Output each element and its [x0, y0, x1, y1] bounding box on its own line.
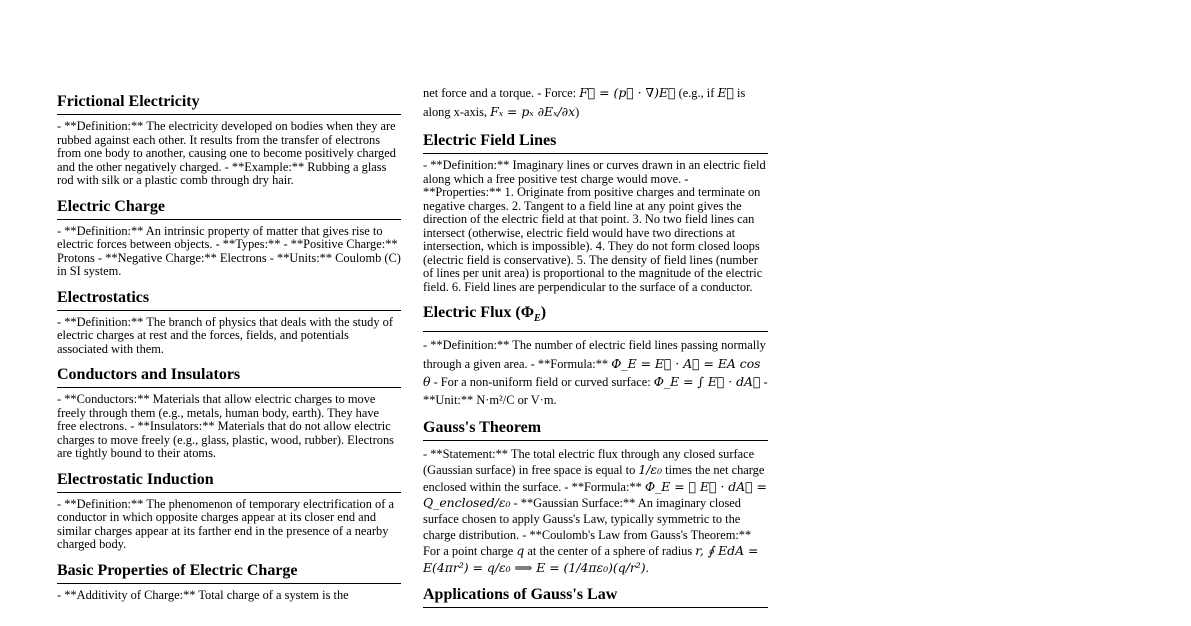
section-electrostatics: [57, 288, 401, 357]
section-title: Conductors and Insulators: [57, 365, 401, 388]
formula: Fₓ = pₓ ∂Eₓ/∂x: [490, 103, 576, 119]
section-title: Electrostatics: [57, 288, 401, 311]
section-gauss-theorem: [423, 418, 768, 576]
formula: E⃗: [717, 85, 734, 100]
section-body: - **Definition:** The phenomenon of temporary electrification of a conductor in which opposite charges appear at its closer end and similar charges appear at its farther end in the presence of a nearby charged body.: [57, 496, 394, 551]
section-title: Electric Field Lines: [423, 131, 768, 154]
section-conductors-insulators: [57, 365, 401, 461]
section-body: - **Definition:** An intrinsic property of matter that gives rise to electric forces between objects. - **Types:** - **Positive Charge:** Protons - **Negative Charge:** Electrons - **Units:** Coulomb (C) in SI system.: [57, 223, 401, 278]
section-basic-properties: [57, 561, 401, 603]
text-fragment: (e.g., if: [675, 86, 718, 100]
text-fragment: ): [575, 104, 580, 119]
formula: r, ∮ EdA = E(4πr²) = q/ε₀ ⟹ E = (1/4πε₀)(q/r²): [423, 543, 759, 575]
section-body: - **Definition:** The branch of physics that deals with the study of electric charges at rest and the forces, fields, and potentials associated with them.: [57, 314, 393, 356]
formula: 1/ε₀: [638, 462, 663, 478]
section-body: - **Definition:** The number of electric field lines passing normally through a given area. - **Formula:** Φ_E = E⃗ · A⃗ = EA cos θ - For a non-uniform field or curved surface: Φ_E = ∫ E⃗ · dA⃗ - **Unit:** N·m²/C or V·m.: [423, 338, 768, 407]
text-fragment: net force and a torque. - Force:: [423, 86, 580, 100]
section-frictional-electricity: [57, 92, 401, 188]
section-title: Electric Flux $(\Phi_E)$: [423, 303, 768, 332]
text-fragment: is along x-axis,: [423, 86, 746, 119]
section-electric-flux: [423, 303, 768, 409]
formula-subscript: E: [534, 313, 541, 325]
section-body: - **Additivity of Charge:** Total charge of a system is the: [57, 587, 349, 602]
section-body: - **Definition:** The electricity developed on bodies when they are rubbed against each other. It results from the transfer of electrons from one body to another, causing one to become positively charged and the other negatively charged. - **Example:** Rubbing a glass rod with silk or a plastic comb through dry hair.: [57, 119, 396, 187]
formula: Φ_E = ∫ E⃗ · dA⃗: [653, 374, 761, 390]
section-applications-gauss-law: [423, 585, 768, 608]
formula: Φ: [520, 304, 535, 321]
section-body: - **Definition:** Imaginary lines or curves drawn in an electric field along which a free positive test charge would move. - **Properties:** 1. Originate from positive charges and terminate on negative charges. 2. Tangent to a field line at any point gives the direction of the electric field at that point. 3. No two field lines can intersect (otherwise, electric field would have two directions at intersection, which is impossible). 4. They do not form closed loops (electric field is conservative). 5. The density of field lines (number of lines per unit area) is proportional to the magnitude of the electric field. 6. Field lines are perpendicular to the surface of a conductor.: [423, 158, 766, 294]
formula: Φ_E = ∮ E⃗ · dA⃗ = Q_enclosed/ε₀: [423, 478, 767, 510]
section-title: Basic Properties of Electric Charge: [57, 561, 401, 584]
right-column: [423, 84, 768, 617]
section-title: Applications of Gauss's Law: [423, 585, 768, 608]
section-body: - **Conductors:** Materials that allow electric charges to move freely through them (e.g., metals, human body, earth). They have free electrons. - **Insulators:** Materials that do not allow electric charges to move freely (e.g., glass, plastic, wood, rubber). Electrons are tightly bound to their atoms.: [57, 392, 394, 460]
left-column: [57, 92, 401, 611]
section-title: Gauss's Theorem: [423, 418, 768, 441]
section-title: Electrostatic Induction: [57, 470, 401, 493]
section-title: Frictional Electricity: [57, 92, 401, 115]
formula: q: [516, 543, 525, 559]
section-body: - **Statement:** The total electric flux through any closed surface (Gaussian surface) in free space is equal to 1/ε₀ times the net charge enclosed within the surface. - **Formula:** Φ_E = ∮ E⃗ · dA⃗ = Q_enclosed/ε₀ - **Gaussian Surface:** An imaginary closed surface chosen to apply Gauss's Law, typically symmetric to the charge distribution. - **Coulomb's Law from Gauss's Theorem:** For a point charge q at the center of a sphere of radius r, ∮ EdA = E(4πr²) = q/ε₀ ⟹ E = (1/4πε₀)(q/r²).: [423, 447, 767, 575]
section-electric-charge: [57, 197, 401, 279]
formula: F⃗ = (p⃗ · ∇)E⃗: [579, 85, 676, 100]
section-electrostatic-induction: [57, 470, 401, 552]
section-electric-field-lines: [423, 131, 768, 294]
formula: Φ_E = E⃗ · A⃗ = EA cos θ: [423, 355, 761, 390]
section-title: Electric Charge: [57, 197, 401, 220]
continuation-text: [423, 84, 768, 121]
